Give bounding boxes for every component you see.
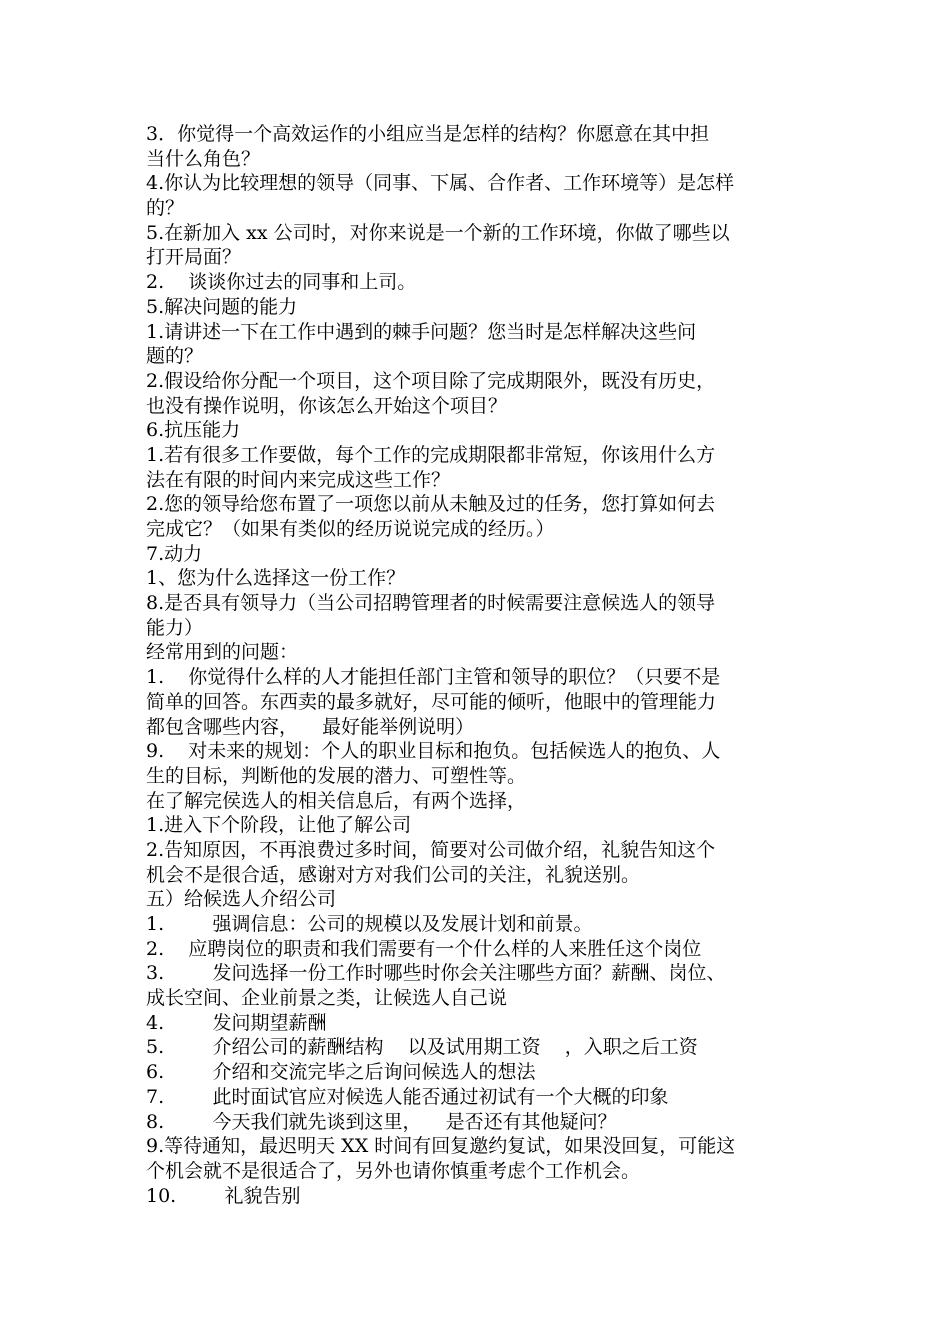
text-line: 5.解决问题的能力 bbox=[146, 295, 298, 318]
text-line: 5.在新加入 xx 公司时，对你来说是一个新的工作环境，你做了哪些以 bbox=[146, 221, 730, 244]
text-line: 1. 强调信息：公司的规模以及发展计划和前景。 bbox=[146, 913, 593, 935]
text-line: 1.若有很多工作要做，每个工作的完成期限都非常短，你该用什么方 bbox=[146, 443, 716, 466]
text-line: 完成它？（如果有类似的经历说说完成的经历。） bbox=[146, 518, 555, 540]
text-line: 1.请讲述一下在工作中遇到的棘手问题？您当时是怎样解决这些问 bbox=[146, 320, 697, 343]
text-line: 1. 你觉得什么样的人才能担任部门主管和领导的职位？（只要不是 bbox=[146, 666, 721, 689]
text-line: 法在有限的时间内来完成这些工作？ bbox=[146, 468, 451, 491]
text-line: 5. 介绍公司的薪酬结构 以及试用期工资 ，入职之后工资 bbox=[146, 1036, 698, 1059]
text-line: 也没有操作说明，你该怎么开始这个项目？ bbox=[146, 394, 508, 417]
text-line: 8.是否具有领导力（当公司招聘管理者的时候需要注意候选人的领导 bbox=[146, 592, 716, 615]
text-line: 9.等待通知，最迟明天 XX 时间有回复邀约复试，如果没回复，可能这 bbox=[146, 1135, 736, 1158]
text-line: 生的目标，判断他的发展的潜力、可塑性等。 bbox=[146, 764, 527, 787]
text-line: 经常用到的问题： bbox=[146, 641, 299, 664]
text-line: 4. 发问期望薪酬 bbox=[146, 1011, 327, 1034]
text-line: 4.你认为比较理想的领导（同事、下属、合作者、工作环境等）是怎样 bbox=[146, 172, 735, 195]
document-body bbox=[146, 122, 811, 1208]
text-line: 简单的回答。东西卖的最多就好，尽可能的倾听，他眼中的管理能力 bbox=[146, 690, 717, 713]
text-line: 3．你觉得一个高效运作的小组应当是怎样的结构？你愿意在其中担 bbox=[146, 123, 710, 145]
text-line: 6.抗压能力 bbox=[146, 419, 241, 442]
text-line: 当什么角色？ bbox=[146, 147, 261, 170]
text-line: 机会不是很合适，感谢对方对我们公司的关注，礼貌送别。 bbox=[146, 863, 641, 886]
text-line: 7. 此时面试官应对候选人能否通过初试有一个大概的印象 bbox=[146, 1085, 669, 1108]
text-line: 都包含哪些内容， 最好能举例说明） bbox=[146, 715, 475, 738]
text-line: 能力） bbox=[146, 616, 204, 639]
text-line: 2. 谈谈你过去的同事和上司。 bbox=[146, 271, 417, 294]
text-line: 在了解完侯选人的相关信息后，有两个选择， bbox=[146, 789, 527, 812]
text-line: 2.您的领导给您布置了一项您以前从未触及过的任务，您打算如何去 bbox=[146, 493, 716, 516]
text-line: 3. 发问选择一份工作时哪些时你会关注哪些方面？薪酬、岗位、 bbox=[146, 962, 726, 985]
text-line: 1、您为什么选择这一份工作？ bbox=[146, 567, 406, 590]
text-line: 个机会就不是很适合了，另外也请你慎重考虑个工作机会。 bbox=[146, 1159, 641, 1182]
text-line: 2.假设给你分配一个项目，这个项目除了完成期限外，既没有历史， bbox=[146, 369, 716, 392]
text-line: 8. 今天我们就先谈到这里， 是否还有其他疑问？ bbox=[146, 1110, 617, 1133]
text-line: 7.动力 bbox=[146, 542, 203, 565]
text-line: 1.进入下个阶段，让他了解公司 bbox=[146, 814, 412, 837]
text-line: 9. 对未来的规划：个人的职业目标和抱负。包括候选人的抱负、人 bbox=[146, 740, 721, 763]
text-line: 五）给候选人介绍公司 bbox=[146, 888, 337, 911]
text-line: 10. 礼貌告别 bbox=[146, 1184, 301, 1207]
text-line: 的？ bbox=[146, 197, 185, 220]
text-line: 打开局面？ bbox=[146, 246, 242, 269]
text-line: 6. 介绍和交流完毕之后询问候选人的想法 bbox=[146, 1061, 536, 1084]
text-line: 2.告知原因，不再浪费过多时间，简要对公司做介绍，礼貌告知这个 bbox=[146, 838, 716, 861]
text-line: 题的？ bbox=[146, 345, 204, 368]
text-line: 成长空间、企业前景之类，让候选人自己说 bbox=[146, 987, 508, 1010]
text-line: 2. 应聘岗位的职责和我们需要有一个什么样的人来胜任这个岗位 bbox=[146, 937, 702, 960]
